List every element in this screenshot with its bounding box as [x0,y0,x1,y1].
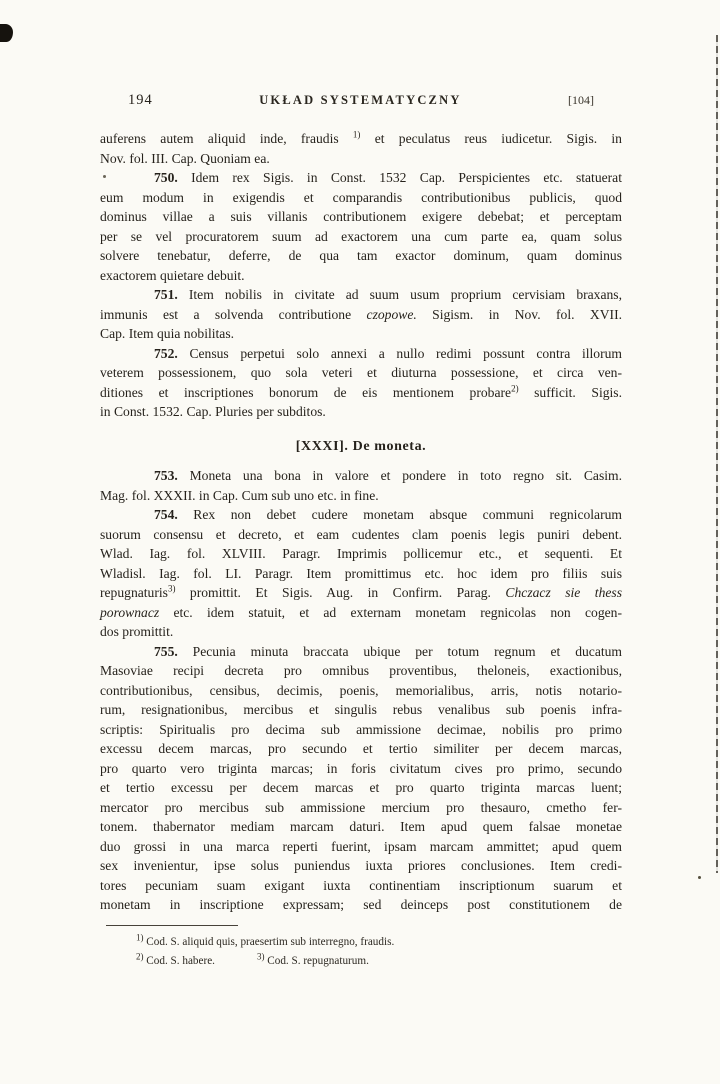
text-line [100,402,622,422]
text-run: Wlad. Iag. fol. XLVIII. Paragr. Imprimis pollicemur etc., et sequenti. Et [100,546,622,561]
text-run: in Const. 1532. Cap. Pluries per subditos. [100,404,326,419]
text-run: etc. idem statuit, et ad externam monetam regnicolas non cogen- [159,604,622,620]
running-header [100,92,622,109]
scan-artifact-speck [698,876,701,879]
text-run: ditiones et inscriptiones bonorum de eis mentionem probare [100,384,512,400]
text-run: eum modum in exigendis et comparandis contributionibus publicis, quod [100,189,622,205]
footnote-marker: 2) [136,951,144,962]
text-line [100,149,622,169]
paragraph-number: 752. [154,345,178,361]
text-run: sex invenientur, ipse solus puniendus iuxta priores conclusiones. Item credi- [100,858,622,873]
paragraph [100,642,622,915]
paragraph [100,285,622,344]
text-line [100,285,622,305]
text-run: dominus villae a suis villanis contributionem exigere debebat; et perceptam [100,209,622,224]
text-line [100,207,622,227]
text-line [100,583,622,603]
paragraph [100,129,622,168]
scan-artifact-page-edge-line [716,35,718,873]
paragraph-number: 755. [154,643,178,659]
text-line [100,525,622,545]
paragraph [100,466,622,505]
text-line [100,895,622,915]
section-heading: [XXXI]. De moneta. [295,438,427,454]
text-run: mercator pro mercibus sub ammissione mercium pro thesauro, cmetho fer- [100,799,622,815]
footnote-marker: 3) [167,583,176,594]
paragraph-number: 750. [154,170,178,185]
text-run: et tertio excessu per decem marcas et pro quarto triginta marcas luent; [100,780,622,795]
footnote-marker: 1) [136,931,144,942]
text-line [100,759,622,779]
text-run: scriptis: Spiritualis pro decima sub ammissione decimae, nobilis pro primo [100,721,622,737]
text-line [100,544,622,564]
text-run: dos promittit. [100,624,174,639]
text-line [100,856,622,876]
italic-term: Chczacz sie thess [505,585,622,600]
text-line [100,720,622,740]
italic-term: porownacz [100,604,160,620]
paragraph-number: 753. [154,468,178,483]
text-run: Rex non debet cudere monetam absque communi regnicolarum [177,507,622,522]
text-run: Mag. fol. XXXII. in Cap. Cum sub uno etc. in fine. [100,487,379,503]
text-run: auferens autem aliquid inde, fraudis [100,131,353,146]
text-line [100,266,622,286]
text-line [100,837,622,857]
text-line [100,778,622,798]
text-line [100,344,622,364]
text-run: Cod. S. habere. [143,955,215,967]
text-run: Wladisl. Iag. fol. LI. Paragr. Item promittimus etc. hoc idem pro filiis suis [100,565,622,581]
text-line [100,622,622,642]
footnote-marker: 2) [511,382,519,393]
paragraph [100,168,622,285]
text-run: veterem possessionem, quo sola veteri et diuturna possessione, et circa ven- [100,365,622,380]
paragraph [100,344,622,422]
text-line [100,817,622,837]
text-line [100,700,622,720]
paragraph-number: 751. [154,287,178,302]
text-run: excessu decem marcas, pro secundo et tertio similiter per decem marcas, [100,741,622,756]
text-line [100,564,622,584]
paragraph-number: 754. [154,507,178,522]
text-run: Census perpetui solo annexi a nullo redimi possunt contra illorum [177,345,622,361]
running-title: UKŁAD SYSTEMATYCZNY [259,93,462,107]
italic-term: czopowe. [366,306,417,322]
text-line [100,642,622,662]
text-run: immunis est a solvenda contributione [100,306,367,322]
text-line [100,681,622,701]
text-line [100,661,622,681]
text-run: tonem. thabernator mediam marcam daturi. Item apud quem falsae monetae [100,819,622,834]
text-run: promittit. Et Sigis. Aug. in Confirm. Parag. [175,585,506,600]
text-line [100,188,622,208]
text-run: Nov. fol. III. Cap. Quoniam ea. [100,150,270,166]
text-run: Masoviae recipi decreta pro omnibus proventibus, theloneis, exactionibus, [100,663,622,678]
footnote-line [136,933,622,953]
text-run: Pecunia minuta braccata ubique per totum regnum et ducatum [177,643,622,659]
text-run: exactorem quietare debuit. [100,267,245,283]
text-run: pro quarto vero triginta marcas; in foris civitatum cives pro primo, secundo [100,760,622,776]
text-run: sufficit. Sigis. [518,384,622,400]
text-run: monetam in inscriptione expressam; sed deinceps post constitutionem de [100,897,622,912]
text-run: contributionibus, censibus, decimis, poenis, memorialibus, arris, notis notario- [100,682,622,698]
text-line [100,129,622,149]
page-number: 194 [128,92,153,108]
text-line [100,246,622,266]
footnote-line [136,952,622,972]
paragraph [100,505,622,642]
text-run: Cod. S. repugnaturum. [264,955,369,967]
text-line [100,876,622,896]
text-line [100,383,622,403]
text-run: tores pecuniam suam exigant iuxta continentiam inscriptionum suarum et [100,877,622,893]
text-run: Idem rex Sigis. in Const. 1532 Cap. Perspicientes etc. statuerat [177,170,622,185]
scan-artifact-ink-blob [0,24,13,42]
footnote-rule [106,925,238,926]
footnotes [136,933,622,972]
text-run: Moneta una bona in valore et pondere in toto regno sit. Casim. [177,468,622,483]
text-line [100,168,622,188]
text-run: et peculatus reus iudicetur. Sigis. in [360,131,622,146]
text-line [100,227,622,247]
text-run: Item nobilis in civitate ad suum usum proprium cervisiam braxans, [177,287,622,302]
text-line [100,466,622,486]
footnote-marker: 3) [256,951,265,962]
text-run: suorum consensu et decreto, et eam cudentes clam poenis legis puniri debent. [100,526,622,542]
text-run: Sigism. in Nov. fol. XVII. [416,306,623,322]
text-line [100,324,622,344]
footnote-marker: 1) [352,129,361,140]
text-run: rum, resignationibus, mercibus et singulis rebus venalibus sub poenis infra- [100,702,622,717]
text-run: per se vel procuratorem suum ad exactorem una cum parte ea, quam solus [100,228,622,244]
text-run: duo grossi in una marca reperti fuerint, ipsam marcam ammittet; apud quem [100,838,622,854]
text-line [100,505,622,525]
text-line [100,798,622,818]
text-run: solvere tenebatur, deferre, de qua tam exactor dominum, quam dominus [100,248,622,263]
text-line [100,486,622,506]
text-body [100,129,622,972]
text-run: Cap. Item quia nobilitas. [100,326,235,341]
column-reference: [104] [567,93,594,107]
text-run: repugnaturis [100,585,168,600]
text-line [100,305,622,325]
text-line [100,739,622,759]
text-line [100,603,622,623]
text-line [100,363,622,383]
text-run: Cod. S. aliquid quis, praesertim sub interregno, fraudis. [143,935,395,948]
